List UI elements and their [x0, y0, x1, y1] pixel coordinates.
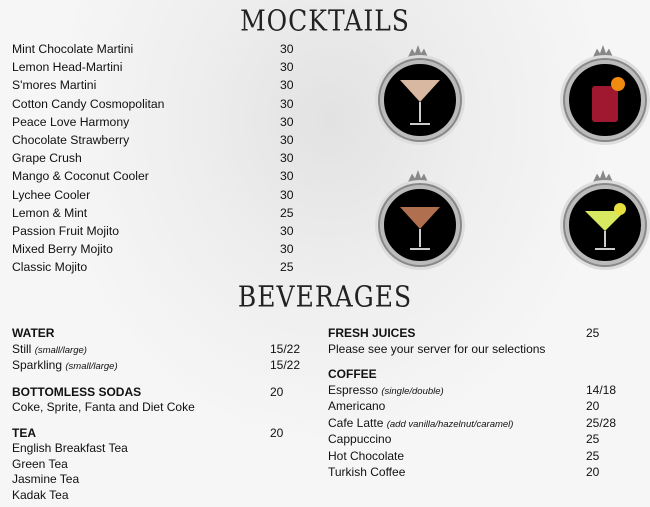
item-price: 30	[280, 42, 294, 56]
item-price: 25	[280, 260, 294, 275]
item-price: 30	[280, 60, 294, 75]
item-price: 25	[586, 432, 600, 446]
juices-price: 25	[586, 326, 600, 340]
item-name: Cafe Latte	[328, 415, 384, 430]
item-name: Lemon Head-Martini	[12, 60, 123, 75]
coffee-item	[328, 465, 628, 482]
tea-item: Green Tea	[12, 456, 68, 471]
mocktail-item	[12, 76, 302, 94]
item-price: 15/22	[270, 341, 301, 356]
item-price: 30	[280, 96, 294, 111]
mocktail-item	[12, 240, 302, 258]
juices-description: Please see your server for our selections	[328, 341, 546, 356]
coffee-item	[328, 449, 628, 466]
item-price: 15/22	[270, 358, 301, 372]
coffee-heading: COFFEE	[328, 367, 377, 381]
mocktail-item	[12, 58, 302, 76]
item-name: Still	[12, 341, 32, 356]
item-price: 25/28	[586, 415, 617, 430]
tea-heading: TEA	[12, 425, 36, 440]
beverages-title: BEVERAGES	[237, 279, 413, 314]
menu-item	[12, 342, 312, 359]
mocktail-item	[12, 113, 302, 131]
item-name: Lemon & Mint	[12, 205, 88, 220]
lemon-martini-image	[565, 185, 645, 265]
item-price: 14/18	[586, 382, 617, 397]
item-name: Hot Chocolate	[328, 448, 405, 463]
item-name: Cotton Candy Cosmopolitan	[12, 96, 165, 111]
beverages-left-column	[12, 326, 312, 503]
item-name: Sparkling	[12, 358, 63, 372]
mocktail-item	[12, 258, 302, 276]
item-price: 30	[280, 169, 294, 184]
coffee-item	[328, 416, 628, 433]
item-name: Lychee Cooler	[12, 187, 91, 202]
mocktail-item	[12, 149, 302, 167]
coffee-item	[328, 383, 628, 400]
mocktail-item	[12, 186, 302, 204]
item-name: Turkish Coffee	[328, 465, 406, 479]
sodas-heading: BOTTOMLESS SODAS	[12, 384, 142, 399]
tea-item: Kadak Tea	[12, 487, 69, 502]
item-name: Chocolate Strawberry	[12, 132, 130, 147]
item-name: Passion Fruit Mojito	[12, 223, 120, 238]
mocktail-item	[12, 131, 302, 149]
strawberry-martini-image	[380, 185, 460, 265]
tea-price: 20	[270, 425, 284, 440]
sodas-description: Coke, Sprite, Fanta and Diet Coke	[12, 400, 195, 414]
coffee-item	[328, 432, 628, 449]
menu-item	[12, 358, 312, 375]
mocktails-title: MOCKTAILS	[240, 3, 410, 38]
mocktail-item	[12, 222, 302, 240]
item-name: Mixed Berry Mojito	[12, 242, 113, 257]
coffee-item	[328, 399, 628, 416]
item-price: 20	[586, 465, 600, 479]
item-name: S'mores Martini	[12, 78, 97, 93]
tea-item: Jasmine Tea	[12, 472, 80, 486]
mocktail-item	[12, 95, 302, 113]
item-price: 30	[280, 78, 294, 93]
mocktail-item	[12, 167, 302, 185]
item-name: Classic Mojito	[12, 260, 88, 275]
item-note: (single/double)	[381, 385, 444, 397]
item-price: 30	[280, 223, 294, 238]
item-price: 30	[280, 114, 294, 129]
item-price: 30	[280, 132, 294, 147]
mocktails-list	[12, 40, 302, 276]
berry-cooler-image	[565, 60, 645, 140]
tea-item: English Breakfast Tea	[12, 441, 128, 455]
item-name: Mango & Coconut Cooler	[12, 169, 149, 184]
item-name: Espresso	[328, 382, 379, 397]
item-price: 20	[586, 399, 600, 413]
item-name: Americano	[328, 399, 386, 413]
item-note: (add vanilla/hazelnut/caramel)	[386, 418, 514, 430]
juices-heading: FRESH JUICES	[328, 326, 416, 340]
item-name: Grape Crush	[12, 151, 82, 166]
item-note: (small/large)	[65, 361, 118, 372]
item-note: (small/large)	[34, 344, 87, 356]
item-price: 30	[280, 187, 294, 202]
item-price: 30	[280, 242, 294, 257]
chocolate-martini-image	[380, 60, 460, 140]
item-price: 25	[280, 205, 294, 220]
mocktail-item	[12, 40, 302, 58]
item-price: 25	[586, 448, 600, 463]
item-name: Peace Love Harmony	[12, 114, 130, 129]
item-name: Mint Chocolate Martini	[12, 42, 134, 56]
item-price: 30	[280, 151, 294, 166]
beverages-right-column	[328, 326, 628, 482]
sodas-price: 20	[270, 384, 284, 399]
mocktail-item	[12, 204, 302, 222]
water-heading: WATER	[12, 326, 55, 340]
item-name: Cappuccino	[328, 432, 392, 446]
